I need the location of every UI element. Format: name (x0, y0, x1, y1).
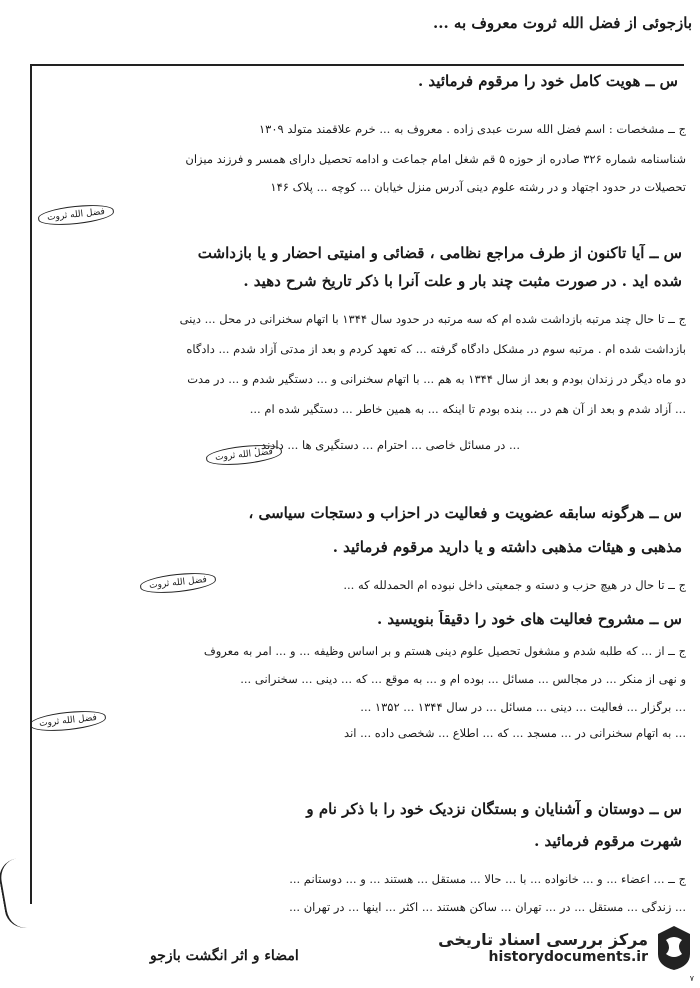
answer-1-line-3: تحصیلات در حدود اجتهاد و در رشته علوم دینی آدرس منزل خیابان ... کوچه ... پلاک ۱۴۶ (270, 180, 686, 194)
margin-signature-2: فضل الله ثروت (205, 442, 282, 468)
archive-logo-icon (654, 924, 694, 972)
question-1-line-1: س ــ هویت کامل خود را مرقوم فرمائید . (417, 72, 678, 90)
document-header: بازجوئی از فضل الله ‌ثروت معروف به ... (433, 14, 692, 32)
question-3-line-1: س ــ هرگونه سابقه عضویت و فعالیت در احزاب و دستجات سیاسی ، (248, 504, 682, 522)
answer-1-line-2: شناسنامه شماره ۳۲۶ صادره از حوزه ۵ قم شغل امام جماعت و ادامه تحصیل دارای همسر و فرزند میزان (185, 152, 686, 166)
question-5-line-2: شهرت مرقوم فرمائید . (534, 832, 682, 850)
answer-2-line-1: ج ــ تا حال چند مرتبه بازداشت شده ام که سه مرتبه در حدود سال ۱۳۴۴ با اتهام سخنرانی در محل ... دینی (179, 312, 686, 326)
answer-4-line-1: ج ــ از ... که طلبه شدم و مشغول تحصیل علوم دینی هستم و بر اساس وظیفه ... و ... امر به معروف (203, 644, 686, 658)
question-5-line-1: س ــ دوستان و آشنایان و بستگان نزدیک خود را با ذکر نام و (306, 800, 682, 818)
answer-4-line-2: و نهی از منکر ... در مجالس ... مسائل ... بوده ام و ... به موقع ... که ... دینی ... سخنرانی ... (240, 672, 686, 686)
margin-signature-4: فضل الله ثروت (29, 708, 106, 734)
question-2-line-1: س ــ آیا تاکنون از طرف مراجع نظامی ، قضائی و امنیتی احضار و یا بازداشت (197, 244, 682, 262)
answer-4-line-4: ... به اتهام سخنرانی در ... مسجد ... که ... اطلاع ... شخصی داده ... اند (344, 726, 686, 740)
archive-watermark (438, 930, 648, 965)
interrogator-signature-label: امضاء و اثر انگشت بازجو (150, 948, 299, 964)
answer-2-line-2: بازداشت شده ام . مرتبه سوم در مشکل دادگاه گرفته ... که تعهد کردم و بعد از مدتی آزاد شدم ... دادگاه (186, 342, 686, 356)
margin-signature-3: فضل الله ثروت (139, 570, 216, 596)
question-2-line-2: شده اید . در صورت مثبت چند بار و علت آنرا با ذکر تاریخ شرح دهید . (243, 272, 682, 290)
answer-5-line-2: ... زندگی ... مستقل ... در ... تهران ... ساکن هستند ... اکثر ... اینها ... در تهران ... (289, 900, 686, 914)
answer-5-line-1: ج ــ ... اعضاء ... و ... خانواده ... با ... حالا ... مستقل ... هستند ... و ... دوستانم ... (289, 872, 686, 886)
watermark-url: historydocuments.ir (488, 949, 648, 965)
watermark-title: مرکز بررسی اسناد تاریخی (438, 930, 648, 949)
answer-2-line-5: ... در مسائل خاصی ... احترام ... دستگیری ها ... دادند . (253, 438, 520, 452)
question-4-line-1: س ــ مشروح فعالیت های خود را دقیقاً بنویسید . (376, 610, 682, 628)
answer-2-line-4: ... آزاد شدم و بعد از آن هم در ... بنده بودم تا اینکه ... به همین خاطر ... دستگیر شده ام ... (249, 402, 686, 416)
margin-signature-1: فضل الله ثروت (37, 202, 114, 228)
question-3-line-2: مذهبی و هیئات مذهبی داشته و یا دارید مرقوم فرمائید . (332, 538, 682, 556)
answer-2-line-3: دو ماه دیگر در زندان بودم و بعد از سال ۱۳۴۴ به هم ... با اتهام سخنرانی و ... دستگیر شدم و ... در مدت (187, 372, 686, 386)
page-number: ۷ (689, 974, 694, 983)
answer-4-line-3: ... برگزار ... فعالیت ... دینی ... مسائل ... در سال ۱۳۴۴ ... ۱۳۵۲ ... (360, 700, 686, 714)
answer-3-line-1: ج ــ تا حال در هیچ حزب و دسته و جمعیتی داخل نبوده ام الحمدلله که ... (343, 578, 686, 592)
answer-1-line-1: ج ــ مشخصات : اسم فضل الله سرت عبدی زاده . معروف به ... خرم علاقمند متولد ۱۳۰۹ (258, 122, 686, 136)
